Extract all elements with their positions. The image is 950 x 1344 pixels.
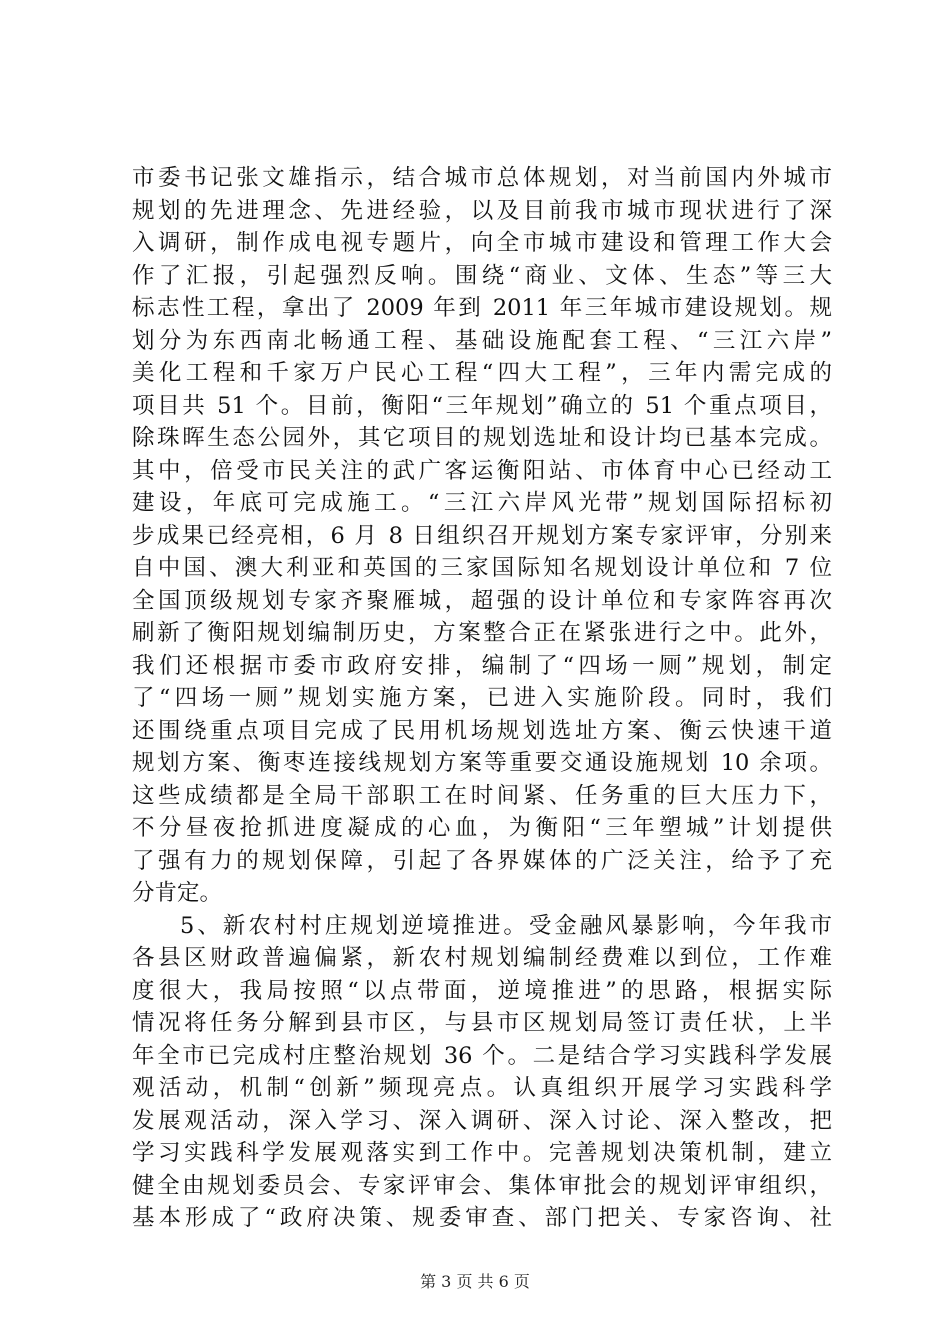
text-line: 规划的先进理念、先进经验，以及目前我市城市现状进行了深 bbox=[132, 197, 832, 224]
text-line: 还围绕重点项目完成了民用机场规划选址方案、衡云快速干道 bbox=[132, 717, 832, 744]
text-line: 了“四场一厕”规划实施方案，已进入实施阶段。同时，我们 bbox=[132, 685, 832, 711]
section-heading-line: 5、新农村村庄规划逆境推进。受金融风暴影响，今年我市 bbox=[180, 912, 832, 939]
text-line: 各县区财政普遍偏紧，新农村规划编制经费难以到位，工作难 bbox=[132, 945, 832, 971]
text-line: 年全市已完成村庄整治规划 36 个。二是结合学习实践科学发展 bbox=[132, 1042, 832, 1069]
text-line: 项目共 51 个。目前，衡阳“三年规划”确立的 51 个重点项目， bbox=[132, 392, 832, 419]
text-line: 步成果已经亮相，6 月 8 日组织召开规划方案专家评审，分别来 bbox=[132, 522, 832, 549]
body-text bbox=[132, 162, 832, 1235]
text-line: 建设，年底可完成施工。“三江六岸风光带”规划国际招标初 bbox=[132, 490, 832, 516]
text-line: 美化工程和千家万户民心工程“四大工程”，三年内需完成的 bbox=[132, 360, 832, 386]
text-line: 不分昼夜抢抓进度凝成的心血，为衡阳“三年塑城”计划提供 bbox=[132, 815, 832, 841]
text-line: 健全由规划委员会、专家评审会、集体审批会的规划评审组织， bbox=[132, 1172, 832, 1199]
text-line: 这些成绩都是全局干部职工在时间紧、任务重的巨大压力下， bbox=[132, 782, 832, 809]
text-line: 了强有力的规划保障，引起了各界媒体的广泛关注，给予了充 bbox=[132, 847, 832, 874]
text-line: 分肯定。 bbox=[132, 880, 223, 906]
page-footer: 第 3 页 共 6 页 bbox=[420, 1272, 530, 1291]
text-line: 划分为东西南北畅通工程、基础设施配套工程、“三江六岸” bbox=[132, 327, 832, 354]
text-line: 规划方案、衡枣连接线规划方案等重要交通设施规划 10 余项。 bbox=[132, 750, 832, 776]
text-line: 作了汇报，引起强烈反响。围绕“商业、文体、生态”等三大 bbox=[132, 262, 832, 289]
text-line: 标志性工程，拿出了 2009 年到 2011 年三年城市建设规划。规 bbox=[132, 295, 832, 321]
text-line: 情况将任务分解到县市区，与县市区规划局签订责任状，上半 bbox=[132, 1010, 832, 1036]
text-line: 市委书记张文雄指示，结合城市总体规划，对当前国内外城市 bbox=[132, 165, 832, 191]
text-line: 学习实践科学发展观落实到工作中。完善规划决策机制，建立 bbox=[132, 1140, 832, 1166]
text-line: 发展观活动，深入学习、深入调研、深入讨论、深入整改，把 bbox=[132, 1107, 832, 1134]
text-line: 自中国、澳大利亚和英国的三家国际知名规划设计单位和 7 位 bbox=[132, 555, 832, 581]
text-line: 基本形成了“政府决策、规委审查、部门把关、专家咨询、社 bbox=[132, 1205, 832, 1231]
text-line: 除珠晖生态公园外，其它项目的规划选址和设计均已基本完成。 bbox=[132, 425, 832, 451]
text-line: 全国顶级规划专家齐聚雁城，超强的设计单位和专家阵容再次 bbox=[132, 587, 832, 614]
text-line: 我们还根据市委市政府安排，编制了“四场一厕”规划，制定 bbox=[132, 652, 832, 679]
text-line: 度很大，我局按照“以点带面，逆境推进”的思路，根据实际 bbox=[132, 977, 832, 1004]
text-line: 入调研，制作成电视专题片，向全市城市建设和管理工作大会 bbox=[132, 230, 832, 256]
text-line: 刷新了衡阳规划编制历史，方案整合正在紧张进行之中。此外， bbox=[132, 620, 832, 646]
text-line: 其中，倍受市民关注的武广客运衡阳站、市体育中心已经动工 bbox=[132, 457, 832, 484]
text-line: 观活动，机制“创新”频现亮点。认真组织开展学习实践科学 bbox=[132, 1075, 832, 1101]
